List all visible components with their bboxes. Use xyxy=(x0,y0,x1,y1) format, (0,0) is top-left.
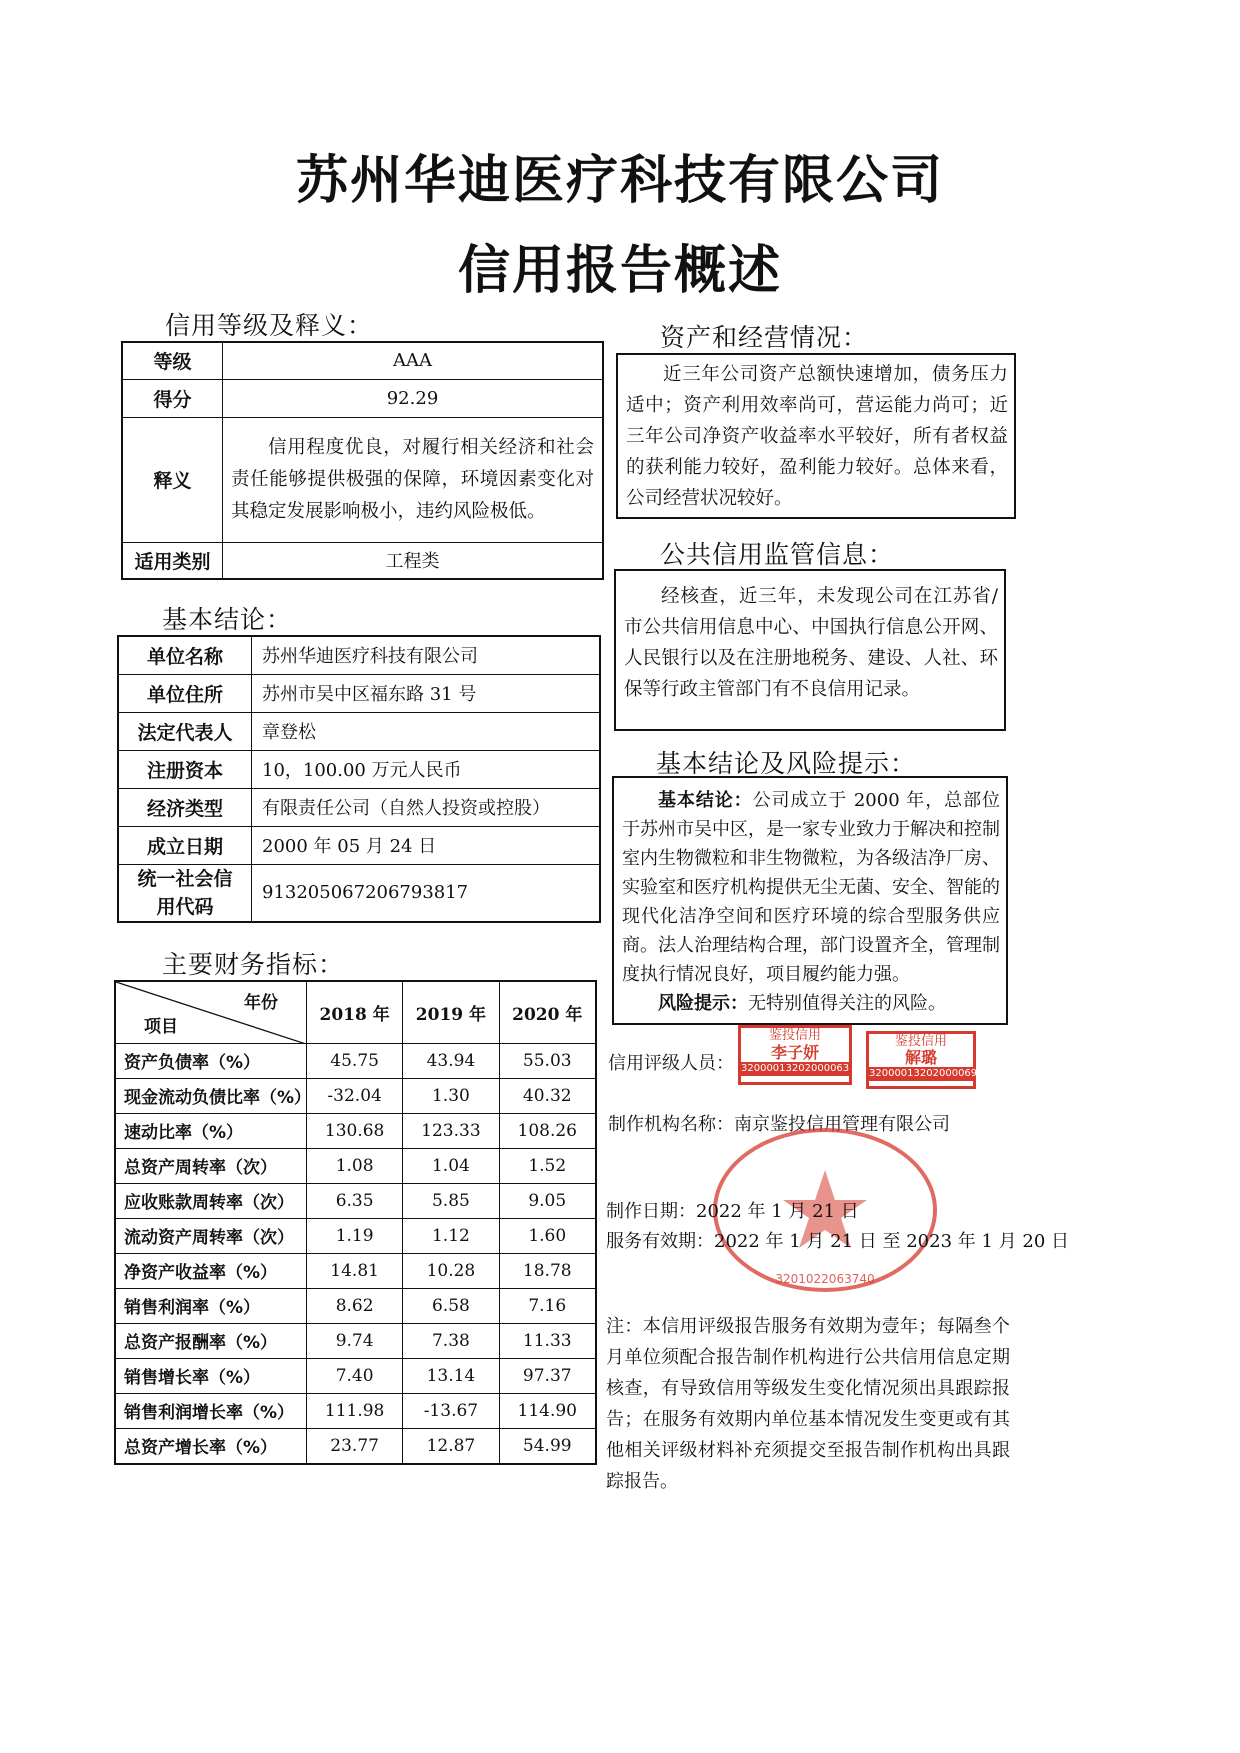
finance-value: 6.58 xyxy=(403,1288,499,1323)
basic-value: 苏州市吴中区福东路 31 号 xyxy=(252,674,601,712)
stamp-org: 鉴投信用 xyxy=(894,1034,947,1049)
basic-label: 单位名称 xyxy=(118,636,252,674)
finance-value: -32.04 xyxy=(307,1078,403,1113)
finance-value: 114.90 xyxy=(499,1393,596,1428)
finance-value: 9.05 xyxy=(499,1183,596,1218)
finance-value: 111.98 xyxy=(307,1393,403,1428)
seal-code: 3201022063740 xyxy=(775,1272,875,1286)
finance-value: 5.85 xyxy=(403,1183,499,1218)
finance-value: -13.67 xyxy=(403,1393,499,1428)
finance-item-label: 总资产周转率（次） xyxy=(115,1148,307,1183)
basic-row xyxy=(118,674,600,712)
finance-row xyxy=(115,1043,596,1078)
finance-value: 123.33 xyxy=(403,1113,499,1148)
finance-value: 13.14 xyxy=(403,1358,499,1393)
basic-value: 10，100.00 万元人民币 xyxy=(252,750,601,788)
stamp-code: 32000013202000069 xyxy=(869,1068,978,1079)
score-value: 92.29 xyxy=(223,379,604,417)
basic-row xyxy=(118,712,600,750)
corner-cell xyxy=(115,981,307,1043)
finance-value: 97.37 xyxy=(499,1358,596,1393)
report-title: 信用报告概述 xyxy=(457,241,782,301)
finance-row xyxy=(115,1393,596,1428)
risk-heading: 基本结论及风险提示： xyxy=(656,749,917,778)
rater-stamp-2 xyxy=(866,1031,976,1089)
valid-line xyxy=(606,1227,1069,1253)
corner-top: 年份 xyxy=(244,993,278,1013)
finance-item-label: 销售增长率（%） xyxy=(115,1358,307,1393)
basic-value: 有限责任公司（自然人投资或控股） xyxy=(252,788,601,826)
finance-value: 1.19 xyxy=(307,1218,403,1253)
stamp-org: 鉴投信用 xyxy=(768,1028,821,1043)
rater-stamp-1 xyxy=(738,1025,852,1085)
basic-value: 913205067206793817 xyxy=(252,864,601,922)
finance-row xyxy=(115,1428,596,1464)
finance-value: 8.62 xyxy=(307,1288,403,1323)
finance-value: 18.78 xyxy=(499,1253,596,1288)
basic-row xyxy=(118,750,600,788)
grade-label: 等级 xyxy=(122,342,223,379)
basic-value: 章登松 xyxy=(252,712,601,750)
public-text: 经核查，近三年，未发现公司在江苏省/市公共信用信息中心、中国执行信息公开网、人民银行以及在注册地税务、建设、人社、环保等行政主管部门有不良信用记录。 xyxy=(624,586,998,700)
basic-heading: 基本结论： xyxy=(162,605,293,634)
date-line xyxy=(606,1197,859,1223)
finance-value: 40.32 xyxy=(499,1078,596,1113)
finance-row xyxy=(115,1323,596,1358)
basic-row xyxy=(118,636,600,674)
credit-table xyxy=(121,341,604,580)
finance-item-label: 销售利润率（%） xyxy=(115,1288,307,1323)
stamp-code: 32000013202000063 xyxy=(741,1063,850,1074)
basic-label: 成立日期 xyxy=(118,826,252,864)
finance-value: 1.52 xyxy=(499,1148,596,1183)
finance-value: 43.94 xyxy=(403,1043,499,1078)
finance-value: 54.99 xyxy=(499,1428,596,1464)
assets-heading: 资产和经营情况： xyxy=(660,323,869,352)
finance-row xyxy=(115,1113,596,1148)
finance-value: 11.33 xyxy=(499,1323,596,1358)
credit-heading: 信用等级及释义： xyxy=(165,311,374,340)
finance-row xyxy=(115,1218,596,1253)
year-header: 2019 年 xyxy=(403,981,499,1043)
finance-value: 1.04 xyxy=(403,1148,499,1183)
finance-row xyxy=(115,1183,596,1218)
year-header: 2018 年 xyxy=(307,981,403,1043)
basic-label: 注册资本 xyxy=(118,750,252,788)
basic-value: 2000 年 05 月 24 日 xyxy=(252,826,601,864)
finance-row xyxy=(115,1253,596,1288)
score-label: 得分 xyxy=(122,379,223,417)
public-heading: 公共信用监管信息： xyxy=(660,540,895,569)
finance-row xyxy=(115,1358,596,1393)
finance-item-label: 速动比率（%） xyxy=(115,1113,307,1148)
valid-value: 2022 年 1 月 21 日 至 2023 年 1 月 20 日 xyxy=(714,1231,1069,1252)
assets-text: 近三年公司资产总额快速增加，债务压力适中；资产利用效率尚可，营运能力尚可；近三年公司净资产收益率水平较好，所有者权益的获利能力较好，盈利能力较好。总体来看，公司经营状况较好。 xyxy=(626,364,1008,509)
finance-value: 9.74 xyxy=(307,1323,403,1358)
finance-item-label: 总资产报酬率（%） xyxy=(115,1323,307,1358)
public-box xyxy=(614,569,1006,731)
finance-value: 55.03 xyxy=(499,1043,596,1078)
footnote: 注：本信用评级报告服务有效期为壹年；每隔叁个月单位须配合报告制作机构进行公共信用信息定期核查，有导致信用等级发生变化情况须出具跟踪报告；在服务有效期内单位基本情况发生变更或有其他相关评级材料补充须提交至报告制作机构出具跟踪报告。 xyxy=(606,1316,1010,1492)
basic-value: 苏州华迪医疗科技有限公司 xyxy=(252,636,601,674)
finance-value: 7.16 xyxy=(499,1288,596,1323)
explain-text: 信用程度优良，对履行相关经济和社会责任能够提供极强的保障，环境因素变化对其稳定发展影响极小，违约风险极低。 xyxy=(231,436,594,522)
risk-label: 风险提示： xyxy=(658,993,748,1014)
corner-bottom: 项目 xyxy=(144,1016,178,1037)
finance-value: 7.38 xyxy=(403,1323,499,1358)
finance-value: 1.08 xyxy=(307,1148,403,1183)
finance-value: 1.30 xyxy=(403,1078,499,1113)
basic-row xyxy=(118,788,600,826)
finance-value: 6.35 xyxy=(307,1183,403,1218)
finance-heading: 主要财务指标： xyxy=(162,950,345,979)
explain-label: 释义 xyxy=(122,417,223,542)
org-label: 制作机构名称： xyxy=(608,1114,734,1135)
org-name: 南京鉴投信用管理有限公司 xyxy=(734,1114,950,1135)
finance-value: 10.28 xyxy=(403,1253,499,1288)
finance-value: 108.26 xyxy=(499,1113,596,1148)
raters-label: 信用评级人员： xyxy=(608,1053,734,1074)
basic-label: 单位住所 xyxy=(118,674,252,712)
basic-label: 法定代表人 xyxy=(118,712,252,750)
finance-value: 1.12 xyxy=(403,1218,499,1253)
conclusion-label: 基本结论： xyxy=(658,790,753,811)
year-header: 2020 年 xyxy=(499,981,596,1043)
finance-row xyxy=(115,1148,596,1183)
grade-value: AAA xyxy=(223,342,604,379)
stamp-name: 解璐 xyxy=(904,1048,937,1067)
finance-row xyxy=(115,1078,596,1113)
date-value: 2022 年 1 月 21 日 xyxy=(696,1201,859,1222)
finance-value: 14.81 xyxy=(307,1253,403,1288)
finance-item-label: 资产负债率（%） xyxy=(115,1043,307,1078)
finance-value: 1.60 xyxy=(499,1218,596,1253)
valid-label: 服务有效期： xyxy=(606,1231,714,1252)
finance-item-label: 现金流动负债比率（%） xyxy=(115,1078,307,1113)
assets-box xyxy=(616,353,1016,519)
basic-row xyxy=(118,864,600,922)
conclusion-text: 公司成立于 2000 年，总部位于苏州市吴中区，是一家专业致力于解决和控制室内生物微粒和非生物微粒，为各级洁净厂房、实验室和医疗机构提供无尘无菌、安全、智能的现代化洁净空间和医疗环境的综合型服务供应商。法人治理结构合理，部门设置齐全，管理制度执行情况良好，项目履约能力强。 xyxy=(622,790,1000,985)
finance-value: 12.87 xyxy=(403,1428,499,1464)
finance-item-label: 总资产增长率（%） xyxy=(115,1428,307,1464)
finance-item-label: 销售利润增长率（%） xyxy=(115,1393,307,1428)
finance-item-label: 应收账款周转率（次） xyxy=(115,1183,307,1218)
basic-label: 统一社会信用代码 xyxy=(118,864,252,922)
risk-text: 无特别值得关注的风险。 xyxy=(748,993,946,1014)
risk-box xyxy=(612,776,1008,1025)
stamp-name: 李子妍 xyxy=(770,1043,819,1062)
finance-value: 130.68 xyxy=(307,1113,403,1148)
date-label: 制作日期： xyxy=(606,1201,696,1222)
company-title: 苏州华迪医疗科技有限公司 xyxy=(295,151,944,211)
category-label: 适用类别 xyxy=(122,542,223,579)
finance-value: 23.77 xyxy=(307,1428,403,1464)
finance-item-label: 净资产收益率（%） xyxy=(115,1253,307,1288)
basic-table xyxy=(117,635,601,923)
finance-item-label: 流动资产周转率（次） xyxy=(115,1218,307,1253)
basic-label: 经济类型 xyxy=(118,788,252,826)
finance-table xyxy=(114,980,597,1465)
basic-row xyxy=(118,826,600,864)
finance-row xyxy=(115,1288,596,1323)
finance-value: 7.40 xyxy=(307,1358,403,1393)
finance-value: 45.75 xyxy=(307,1043,403,1078)
category-value: 工程类 xyxy=(223,542,604,579)
